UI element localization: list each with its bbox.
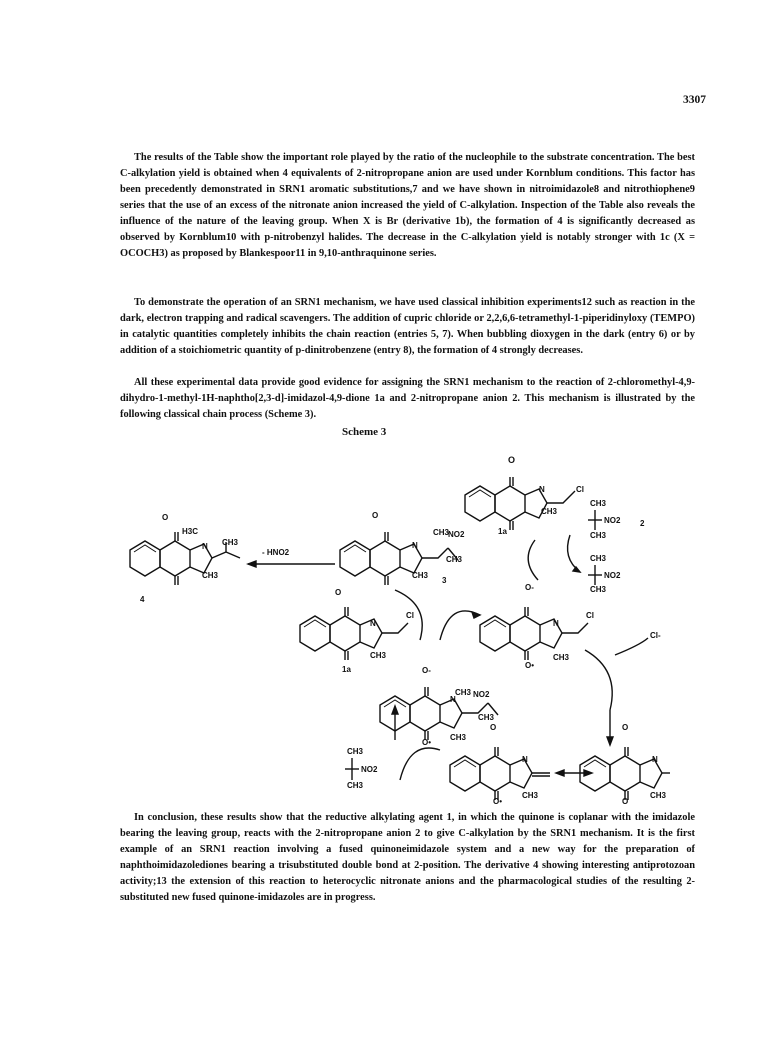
label-n: N	[412, 541, 418, 550]
label-ch3: CH3	[455, 688, 472, 697]
label-o: O	[372, 511, 379, 520]
label-ch3: CH3	[446, 555, 463, 564]
arrow-head	[392, 706, 398, 714]
label-compound-4: 4	[140, 595, 145, 604]
paragraph-text: To demonstrate the operation of an SRN1 mechanism, we have used classical inhibition experiments12 such as reaction in the dark, electron trapping and radical scavengers. The addition of cupric chloride or 2,2,6,6-tetramethyl-1-piperidinyloxy (TEMPO) in catalytic quantities completely inhibits the chain reaction (entries 5, 7). When bubbling dioxygen in the dark (entry 6) or by addition of a stoichiometric quantity of p-dinitrobenzene (entry 8), the formation of 4 strongly decreases.	[120, 297, 695, 356]
label-no2: NO2	[604, 516, 621, 525]
arrow-head	[607, 737, 613, 745]
label-o: O	[622, 723, 629, 732]
label-o: O	[508, 455, 516, 465]
curved-arrow	[585, 650, 612, 710]
label-n: N	[370, 619, 376, 628]
compound-1a-middle	[300, 607, 408, 660]
label-o: O	[490, 723, 497, 732]
label-ch3: CH3	[553, 653, 570, 662]
label-n: N	[450, 695, 456, 704]
label-n: N	[522, 755, 528, 764]
label-no2: NO2	[361, 765, 378, 774]
label-cl-minus: Cl-	[650, 631, 661, 640]
label-o: O	[335, 588, 342, 597]
label-ch3: CH3	[650, 791, 667, 800]
label-ch3: CH3	[202, 571, 219, 580]
reaction-scheme	[110, 440, 670, 810]
label-o-radical: O•	[525, 661, 535, 670]
label-ch3: CH3	[590, 585, 607, 594]
label-o-minus: O-	[422, 666, 431, 675]
arrow-head	[556, 770, 564, 776]
label-ch3: CH3	[412, 571, 429, 580]
nitronate-2-top	[588, 510, 602, 530]
arrow-head	[584, 770, 592, 776]
label-ch3: CH3	[450, 733, 467, 742]
nitronate-2-second	[588, 565, 602, 585]
compound-3	[340, 532, 458, 585]
label-compound-1a: 1a	[342, 665, 351, 674]
label-ch3: CH3	[222, 538, 239, 547]
label-ch3: CH3	[478, 713, 495, 722]
label-ch3: CH3	[347, 747, 364, 756]
arrow-head	[472, 612, 480, 618]
label-n: N	[202, 542, 208, 551]
label-no2: NO2	[473, 690, 490, 699]
label-ch3: CH3	[522, 791, 539, 800]
label-n: N	[652, 755, 658, 764]
paragraph-inhibition	[120, 295, 695, 359]
label-compound-2: 2	[640, 519, 645, 528]
label-cl: Cl	[576, 485, 584, 494]
label-o-radical: O•	[422, 738, 432, 747]
arrow-head	[573, 567, 580, 572]
label-ch3: CH3	[347, 781, 364, 790]
label-compound-1a: 1a	[498, 527, 507, 536]
paragraph-results	[120, 150, 695, 262]
label-ch3: CH3	[433, 528, 450, 537]
label-o: O	[622, 797, 629, 806]
paragraph-text: The results of the Table show the important role played by the ratio of the nucleophile to the substrate concentration. The best C-alkylation yield is obtained when 4 equivalents of 2-nitropropane anion are used under Kornblum conditions. This factor has been precedently demonstrated in SRN1 aromatic substitutions,7 and we have shown in nitroimidazole8 and nitrothiophene9 series that the use of an excess of the nitronate anion increased the yield of C-alkylation. Inspection of the Table also reveals the influence of the nature of the leaving group. When X is Br (derivative 1b), the formation of 4 is significantly decreased as observed by Kornblum10 with p-nitrobenzyl halides. The decrease in the C-alkylation yield is notably stronger with 1c (X = OCOCH3) as proposed by Blankespoor11 in 9,10-anthraquinone series.	[120, 152, 695, 259]
page-number: 3307	[683, 94, 706, 106]
arrow-head	[248, 561, 256, 567]
curved-arrow	[400, 748, 440, 780]
label-no2: NO2	[604, 571, 621, 580]
label-o: O	[162, 513, 169, 522]
compound-1a-top	[465, 477, 575, 530]
label-ch3: CH3	[541, 507, 558, 516]
radical-anion-1a	[480, 607, 588, 660]
label-n: N	[539, 485, 545, 494]
label-o-radical: O•	[493, 797, 503, 806]
label-cl: Cl	[406, 611, 414, 620]
label-no2: NO2	[448, 530, 465, 539]
label-ch3: CH3	[370, 651, 387, 660]
label-compound-3: 3	[442, 576, 447, 585]
label-ch3: CH3	[590, 499, 607, 508]
label-minus-hno2: - HNO2	[262, 548, 290, 557]
curved-arrow	[615, 638, 648, 655]
label-ch3: CH3	[590, 554, 607, 563]
label-n: N	[553, 619, 559, 628]
scheme-title: Scheme 3	[342, 426, 387, 438]
curved-arrow	[528, 540, 538, 580]
paragraph-conclusion	[120, 810, 695, 906]
label-cl: Cl	[586, 611, 594, 620]
paragraph-text: All these experimental data provide good evidence for assigning the SRN1 mechanism to the reaction of 2-chloromethyl-4,9-dihydro-1-methyl-1H-naphtho[2,3-d]-imidazol-4,9-dione 1a and 2-nitropropane anion 2. This mechanism is illustrated by the following classical chain process (Scheme 3).	[120, 377, 695, 420]
label-h3c: H3C	[182, 527, 199, 536]
paragraph-text: In conclusion, these results show that the reductive alkylating agent 1, in which the quinone is coplanar with the imidazole bearing the leaving group, reacts with the 2-nitropropane anion 2 to give C-alkylation by the SRN1 mechanism. It is the first example of an SRN1 reaction involving a fused quinoneimidazole system and a new way for the preparation of naphthoimidazolediones bearing a trisubstituted double bond at 2-position. The derivative 4 showing interesting antiprotozoan activity;13 the extension of this reaction to heterocyclic nitronate anions and the pharmacological studies of the resulting 2-substituted new fused quinone-imidazoles are in progress.	[120, 812, 695, 903]
label-ch3: CH3	[590, 531, 607, 540]
nitronate-2-bottom	[345, 758, 359, 780]
curved-arrow	[568, 535, 580, 572]
label-o-minus: O-	[525, 583, 534, 592]
paragraph-evidence	[120, 375, 695, 423]
